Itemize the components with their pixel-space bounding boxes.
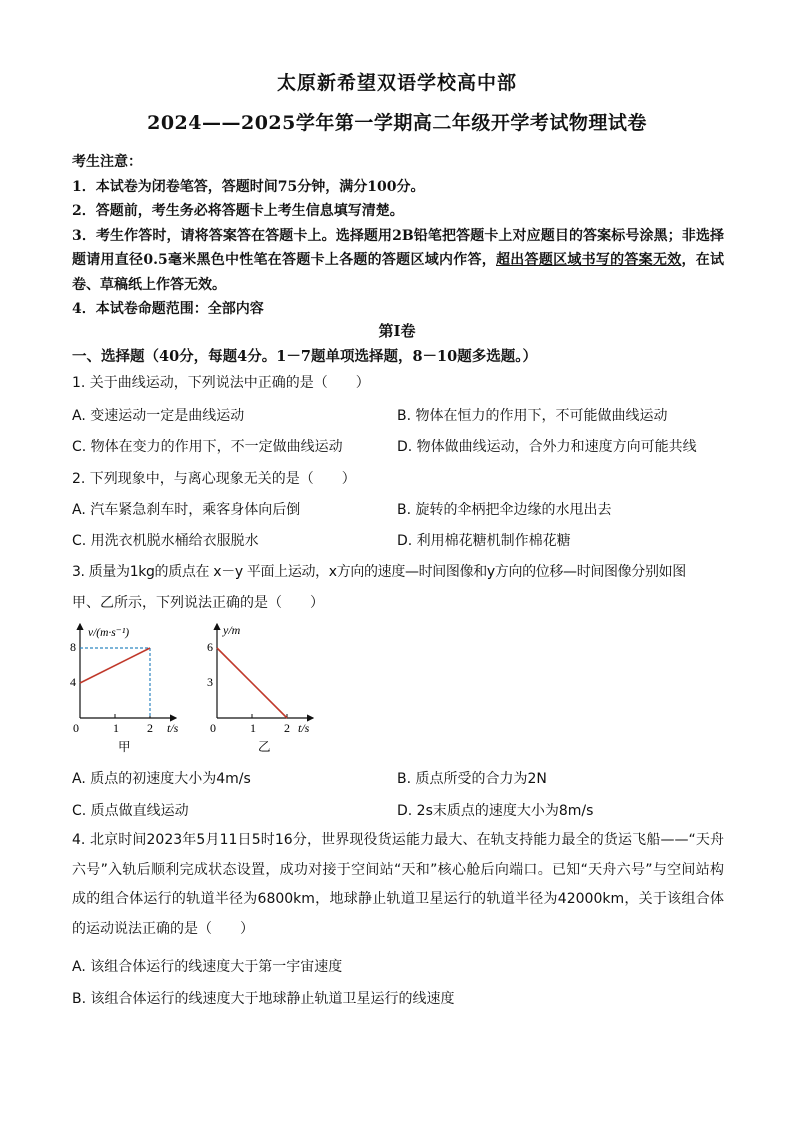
- question-1-option-d: D. 物体做曲线运动，合外力和速度方向可能共线: [397, 439, 697, 455]
- question-3-option-d: D. 2s末质点的速度大小为8m/s: [397, 803, 594, 819]
- graph-yi-ytick-6: 6: [207, 640, 213, 654]
- question-4-stem: 4. 北京时间2023年5月11日5时16分，世界现役货运能力最大、在轨支持能力最全的货运飞船——“天舟六号”入轨后顺利完成状态设置，成功对接于空间站“天和”核心舱后向端口。已知“天舟六号”与空间站构成的组合体运行的轨道半径为6800km，地球静止轨道卫星运行的轨道半径为42000km，关于该组合体的运动说法正确的是（ ）: [72, 832, 724, 937]
- question-1-option-c: C. 物体在变力的作用下，不一定做曲线运动: [72, 439, 343, 455]
- question-2-stem: 2. 下列现象中，与离心现象无关的是（ ）: [72, 471, 356, 487]
- graph-jia-ylabel: v/(m·s⁻¹): [88, 627, 130, 639]
- graph-jia-series-line: [80, 648, 150, 683]
- school-title: 太原新希望双语学校高中部: [276, 72, 517, 94]
- notice-heading: 考生注意：: [72, 154, 142, 170]
- notice-item-3-underlined: 超出答题区域书写的答案无效: [496, 252, 682, 268]
- exam-title: 2024——2025学年第一学期高二年级开学考试物理试卷: [147, 112, 647, 134]
- graph-jia-ytick-8: 8: [70, 640, 76, 654]
- graph-jia-xtick-0: 0: [73, 721, 79, 735]
- volume-heading: 第Ⅰ卷: [378, 322, 416, 340]
- graph-jia: [66, 618, 196, 762]
- graph-jia-svg: [66, 618, 196, 758]
- graph-yi-caption: 乙: [258, 740, 271, 754]
- graph-yi-xlabel: t/s: [298, 721, 310, 735]
- graph-jia-caption: 甲: [118, 740, 131, 754]
- graph-jia-xtick-2: 2: [147, 721, 153, 735]
- graph-jia-xlabel: t/s: [167, 721, 179, 735]
- graph-yi: [203, 618, 323, 762]
- notice-item-3: [72, 224, 724, 298]
- graph-jia-ytick-4: 4: [70, 675, 76, 689]
- notice-item-3-tail: ，在试卷、草稿纸上作答无效。: [72, 252, 725, 293]
- part1-heading: 一、选择题（40分，每题4分。1－7题单项选择题，8－10题多选题。）: [72, 348, 537, 365]
- question-1-option-b: B. 物体在恒力的作用下，不可能做曲线运动: [397, 408, 668, 424]
- question-2-option-c: C. 用洗衣机脱水桶给衣服脱水: [72, 533, 259, 549]
- question-1-text: 1. 关于曲线运动，下列说法中正确的是（ ）: [72, 375, 370, 391]
- graph-jia-xtick-1: 1: [113, 721, 119, 735]
- notice-item-2: 2．答题前，考生务必将答题卡上考生信息填写清楚。: [72, 203, 404, 219]
- question-3-option-b: B. 质点所受的合力为2N: [397, 771, 547, 787]
- question-1-option-a: A. 变速运动一定是曲线运动: [72, 408, 245, 424]
- question-2-option-b: B. 旋转的伞柄把伞边缘的水甩出去: [397, 502, 612, 518]
- notice-item-4: 4．本试卷命题范围：全部内容: [72, 301, 264, 317]
- candidate-notice: [72, 150, 724, 322]
- question-1-stem: [72, 368, 724, 399]
- question-3-stem-line2: 甲、乙所示，下列说法正确的是（ ）: [72, 595, 324, 611]
- graph-yi-xtick-1: 1: [250, 721, 256, 735]
- graph-yi-ytick-3: 3: [207, 675, 213, 689]
- question-4-option-b: B. 该组合体运行的线速度大于地球静止轨道卫星运行的线速度: [72, 991, 455, 1007]
- graph-yi-xtick-2: 2: [284, 721, 290, 735]
- notice-item-1: 1．本试卷为闭卷笔答，答题时间75分钟，满分100分。: [72, 178, 425, 195]
- graph-yi-xtick-0: 0: [210, 721, 216, 735]
- graph-yi-ylabel: y/m: [223, 623, 241, 637]
- question-3-stem-line1: 3. 质量为1kg的质点在 x－y 平面上运动，x方向的速度—时间图像和y方向的位移—时间图像分别如图: [72, 564, 686, 580]
- question-3-option-a: A. 质点的初速度大小为4m/s: [72, 771, 251, 787]
- notice-item-3-text: 3．考生作答时，请将答案答在答题卡上。选择题用2B铅笔把答题卡上对应题目的答案标号涂黑；非选择题请用直径0.5毫米黑色中性笔在答题卡上各题的答题区域内作答，: [72, 227, 724, 268]
- graph-yi-series-line: [217, 648, 287, 718]
- question-3-option-c: C. 质点做直线运动: [72, 803, 189, 819]
- question-4-option-a: A. 该组合体运行的线速度大于第一宇宙速度: [72, 959, 343, 975]
- question-2-option-a: A. 汽车紧急刹车时，乘客身体向后倒: [72, 502, 301, 518]
- question-2-option-d: D. 利用棉花糖机制作棉花糖: [397, 533, 571, 549]
- graph-yi-svg: [203, 618, 323, 758]
